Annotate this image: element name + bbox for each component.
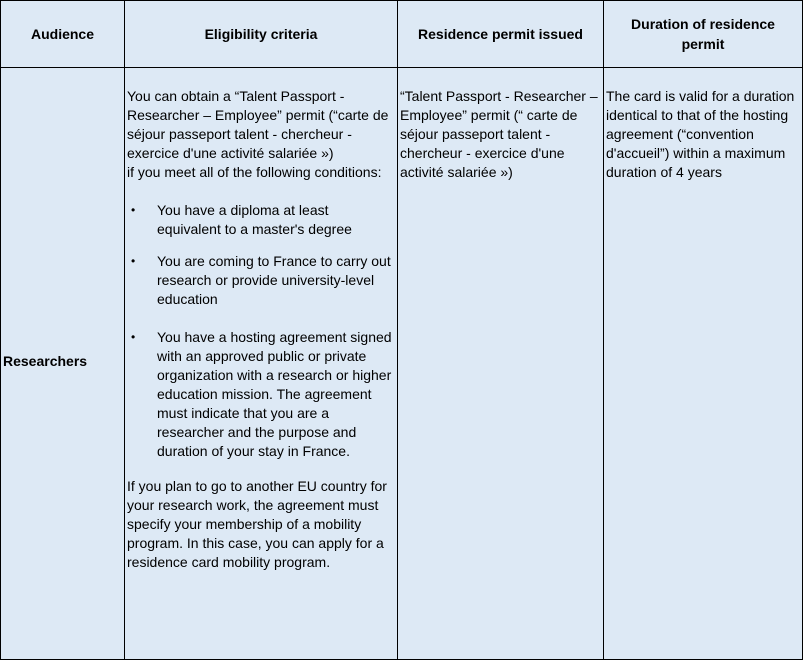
list-item-text: You have a hosting agreement signed with an approved public or private organization with a research or higher education mission. The agreement must indicate that you are a researcher and the purpose and duration of your stay in France. <box>157 329 392 459</box>
eligibility-list <box>127 201 395 461</box>
eligibility-note: If you plan to go to another EU country for your research work, the agreement must specify your membership of a mobility program. In this case, you can apply for a residence card mobility program. <box>127 478 387 570</box>
header-audience: Audience <box>30 26 94 42</box>
list-item <box>127 201 395 239</box>
column-divider <box>124 1 125 659</box>
header-duration: Duration of residence permit <box>631 16 775 52</box>
bullet-icon: • <box>131 254 136 268</box>
permit-cell: “Talent Passport - Researcher – Employee” permit (“ carte de séjour passeport talent - chercheur - exercice d'une activité salariée ») <box>400 88 598 180</box>
bullet-icon: • <box>131 203 136 217</box>
column-divider <box>603 1 604 659</box>
list-item <box>127 328 395 461</box>
header-divider <box>1 67 802 68</box>
eligibility-condition: if you meet all of the following conditions: <box>127 164 382 180</box>
bullet-icon: • <box>131 330 136 344</box>
audience-cell: Researchers <box>3 353 88 369</box>
duration-cell: The card is valid for a duration identical to that of the hosting agreement (“convention d'accueil”) within a maximum duration of 4 years <box>606 88 795 180</box>
header-eligibility: Eligibility criteria <box>204 26 318 42</box>
list-item <box>127 252 395 309</box>
column-divider <box>397 1 398 659</box>
list-item-text: You have a diploma at least equivalent to a master's degree <box>157 202 352 237</box>
eligibility-intro: You can obtain a “Talent Passport - Researcher – Employee” permit (“carte de séjour passeport talent - chercheur - exercice d'une activité salariée ») <box>127 88 389 161</box>
eligibility-cell <box>127 87 395 572</box>
header-permit: Residence permit issued <box>418 26 583 42</box>
list-item-text: You are coming to France to carry out research or provide university-level education <box>157 253 391 307</box>
